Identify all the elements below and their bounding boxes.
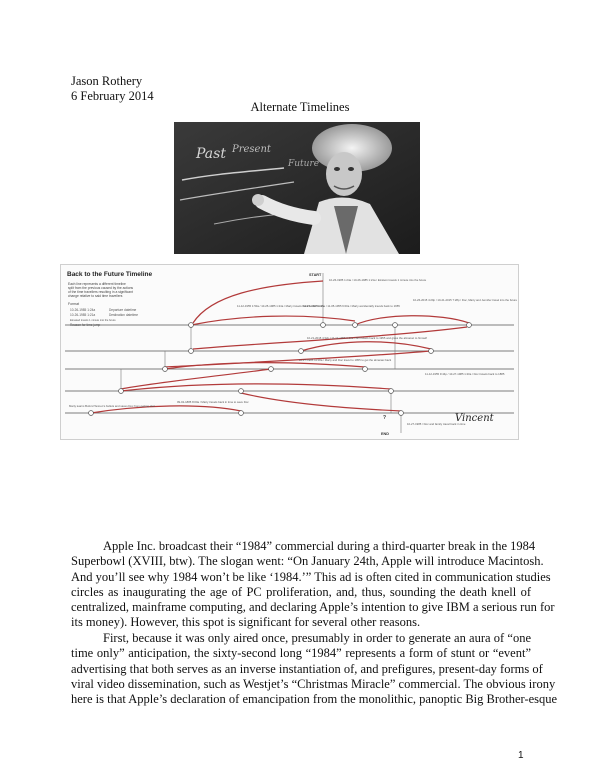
paragraph-1-line-5: centralized, mainframe computing, and declaring Apple’s intention to give IBM a serious run for — [71, 600, 555, 615]
diagram-legend-line-4: change relative to said time travellers — [68, 294, 123, 298]
format-code-1: 10-26-1985 1:24a — [70, 308, 96, 312]
paragraph-2-line-2: time only” anticipation, the sixty-second long “1984” represents a form of stunt or “event” — [71, 646, 531, 661]
timeline-diagram-graphic — [61, 265, 518, 439]
timeline-start-label: START — [309, 273, 322, 277]
document-title: Alternate Timelines — [250, 100, 350, 114]
paragraph-1-line-4: circles as inaugurating the age of PC proliferation, and, thus, sounding the death knell of — [71, 584, 531, 599]
event-note-10: Marty learns Buford Tannen's bullets and saves Doc from getting shot — [69, 404, 155, 408]
event-note-4: 10-26-2015 4:29p / 10-21-2015 7:28p / Doc, Marty and Jennifer travel into the future — [413, 298, 518, 302]
timeline-unknown-label: ? — [383, 415, 387, 421]
body-paragraph-1 — [71, 539, 555, 631]
timeline-diagram — [60, 264, 519, 440]
paragraph-1-line-6: its money). However, this spot is significant for several other reasons. — [71, 615, 421, 630]
paragraph-2-line-4: viral video dissemination, such as Westjet’s “Christmas Miracle” commercial. The obvious irony — [71, 676, 556, 691]
event-note-9: 10-27-1985 / Doc and family travel back in time — [407, 422, 466, 426]
event-note-5: 10-21-2015 4:32p / 11-12-1955 6:00a / Biff travels back to 1955 and gives the almanac to himself — [307, 336, 427, 340]
event-note-8: 09-02-1885 8:00a / Marty travels back in time to save Doc — [177, 400, 249, 404]
event-note-6: 11-12-1955 9:44p / 10-27-1985 1:20a / Doc travels back to 1885 — [425, 372, 505, 376]
diagram-legend-line-3: of the time travellers resulting in a significant — [68, 290, 133, 294]
format-code-3: Elevated travels 1 minute into the future — [70, 319, 116, 322]
paragraph-2-line-1: First, because it was only aired once, presumably in order to generate an aura of “one — [103, 631, 531, 645]
format-code-2: 10-26-1985 1:21a — [70, 313, 96, 317]
chalk-word-future: Future — [288, 159, 320, 169]
event-note-2: 11-12-1955 1:50a / 10-25-1985 1:24a / Marty travels back to the future — [237, 304, 325, 308]
document-date: 6 February 2014 — [71, 89, 154, 103]
chalk-word-past: Past — [196, 146, 226, 162]
event-note-7: 10-27-1985 11:00a / Marty and Doc travel to 1955 to get the almanac back — [299, 358, 392, 362]
page-number: 1 — [518, 750, 524, 761]
diagram-legend-line-1: Each line represents a different timeline — [68, 282, 126, 286]
format-meaning-3: Reason for time jump — [70, 323, 101, 327]
paragraph-1-line-2: Superbowl (XVIII, btw). The slogan went: “On January 24th, Apple will introduce Macintosh. — [71, 554, 544, 569]
format-meaning-1: Departure datetime — [109, 308, 137, 312]
diagram-legend-line-2: split from the previous caused by the actions — [68, 286, 134, 290]
doc-brown-chalkboard-photo — [174, 122, 420, 254]
author-name: Jason Rothery — [71, 74, 143, 88]
chalk-word-present: Present — [232, 144, 271, 155]
timeline-end-label: END — [381, 432, 390, 436]
body-paragraph-2 — [71, 631, 558, 707]
diagram-format-label: Format — [68, 302, 80, 306]
format-meaning-2: Destination datetime — [109, 313, 139, 317]
event-note-1: 10-26-1985 1:24a / 10-26-1985 1:21a / Einstein travels 1 minute into the future — [329, 278, 427, 282]
paragraph-2-line-5: here is that Apple’s declaration of emancipation from the monolithic, panoptic Big Brother-esque — [71, 692, 558, 707]
event-note-3: 10-26-1985 1:35a / 11-05-1955 6:00a / Marty accidentally travels back to 1955 — [303, 304, 400, 308]
paragraph-1-line-1: Apple Inc. broadcast their “1984” commercial during a third-quarter break in the 1984 — [103, 539, 536, 553]
diagram-title: Back to the Future Timeline — [67, 271, 153, 278]
diagram-signature: Vincent — [455, 413, 494, 424]
paragraph-1-line-3: And you’ll see why 1984 won’t be like ‘1984.’” This ad is often cited in communication studies — [71, 569, 551, 584]
paragraph-2-line-3: advertising that both serves as an inverse instantiation of, and prefigures, present-day forms of — [71, 661, 543, 676]
photo-illustration — [174, 122, 420, 254]
